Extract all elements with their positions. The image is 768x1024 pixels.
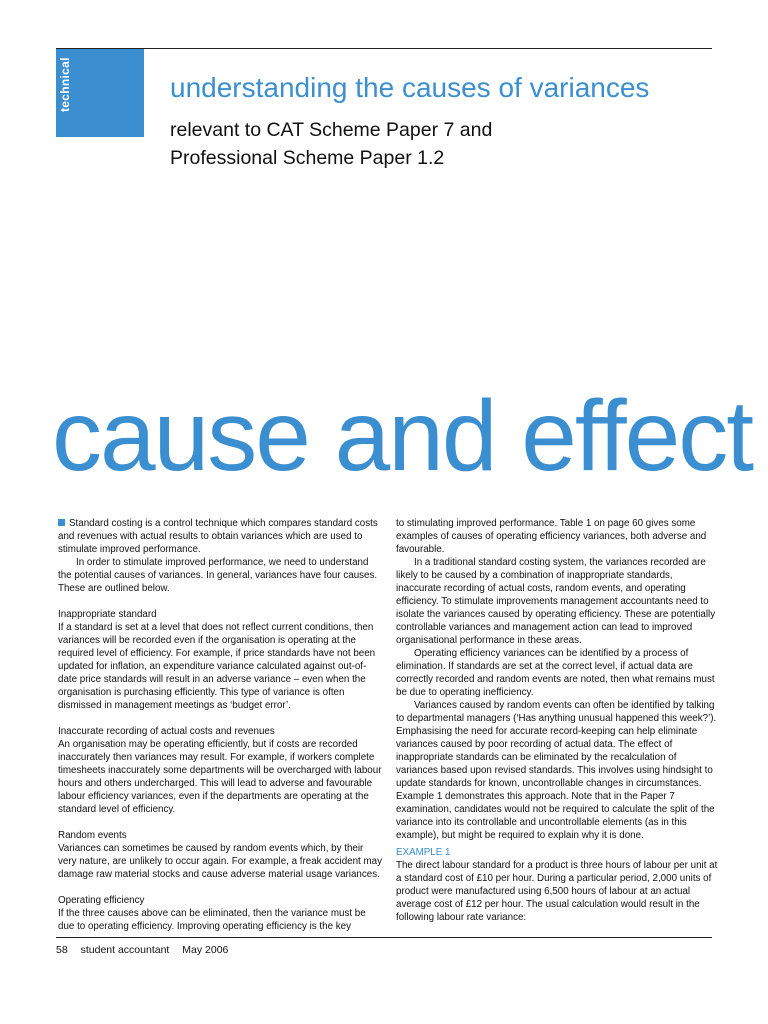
intro-paragraph xyxy=(58,517,382,556)
subtitle-line-2: Professional Scheme Paper 1.2 xyxy=(170,147,445,169)
bottom-rule xyxy=(56,937,712,938)
paragraph: Operating efficiency variances can be identified by a process of elimination. If standards are set at the correct level, if actual data are correctly recorded and random events are noted, then what remains must be due to operating inefficiency. xyxy=(396,648,715,698)
right-column xyxy=(396,517,720,924)
paragraph: Variances caused by random events can often be identified by talking to departmental managers (‘Has anything unusual happened this week?’). Emphasising the need for accurate record-keeping can help eliminate variances caused by poor recording of actual data. The effect of inappropriate standards can be eliminated by the recalculation of variances based upon revised standards. This involves using hindsight to update standards for known, uncontrollable changes in circumstances. Example 1 demonstrates this approach. Note that in the Paper 7 examination, candidates would not be required to calculate the split of the variance into its controllable and uncontrollable elements (as in this example), but might be required to explain why it is done. xyxy=(396,700,717,841)
section-tab-label: technical xyxy=(58,57,72,112)
paragraph: In a traditional standard costing system, the variances recorded are likely to be caused by a combination of inappropriate standards, inaccurate recording of actual costs, random events, and operating efficiency. To stimulate improvements management accountants need to isolate the variances caused by operating efficiency. These are potentially controllable variances and management action can lead to improved organisational performance in these areas. xyxy=(396,557,716,646)
example-heading: EXAMPLE 1 xyxy=(396,847,451,858)
section-heading: Operating efficiency xyxy=(58,895,145,906)
paragraph: If a standard is set at a level that does not reflect current conditions, then variances will be recorded even if the organisation is operating at the required level of efficiency. For example, if price standards have not been updated for inflation, an expenditure variance calculated against out-of-date price standards will result in an adverse variance – even when the organisation is purchasing efficiently. This type of variance is often dismissed in management meetings as ‘budget error’. xyxy=(58,622,376,711)
paragraph: If the three causes above can be eliminated, then the variance must be due to operating efficiency. Improving operating efficiency is the key xyxy=(58,908,366,932)
article-subtitle xyxy=(170,116,650,172)
subtitle-line-1: relevant to CAT Scheme Paper 7 and xyxy=(170,119,493,141)
section-heading: Inappropriate standard xyxy=(58,609,157,620)
example-paragraph: The direct labour standard for a product is three hours of labour per unit at a standard cost of £10 per hour. During a particular period, 2,000 units of product were manufactured using 6,500 hours of labour at an actual average cost of £12 per hour. The usual calculation would result in the following labour rate variance: xyxy=(396,860,718,923)
square-bullet-icon xyxy=(58,519,65,526)
section-heading: Random events xyxy=(58,830,127,841)
issue-date: May 2006 xyxy=(182,944,229,956)
top-rule xyxy=(56,48,712,49)
paragraph: An organisation may be operating efficiently, but if costs are recorded inaccurately then variances may result. For example, if workers complete timesheets inaccurately some departments will be overcharged with labour hours and others undercharged. This will lead to adverse and favourable labour efficiency variances, even if the departments are operating at the standard level of efficiency. xyxy=(58,739,382,815)
paragraph: In order to stimulate improved performance, we need to understand the potential causes of variances. In general, variances have four causes. These are outlined below. xyxy=(58,557,378,594)
left-column xyxy=(58,517,382,933)
hero-title: cause and effect xyxy=(52,380,753,492)
page-footer xyxy=(56,944,238,956)
section-heading: Inaccurate recording of actual costs and revenues xyxy=(58,726,275,737)
publication-name: student accountant xyxy=(80,944,170,956)
article-title: understanding the causes of variances xyxy=(170,72,650,103)
paragraph: to stimulating improved performance. Table 1 on page 60 gives some examples of causes of operating efficiency variances, both adverse and favourable. xyxy=(396,518,707,555)
page-number: 58 xyxy=(56,944,68,956)
paragraph: Variances can sometimes be caused by random events which, by their very nature, are unlikely to occur again. For example, a freak accident may damage raw material stocks and cause adverse material usage variances. xyxy=(58,843,382,880)
intro-text: Standard costing is a control technique which compares standard costs and revenues with actual results to obtain variances which are used to stimulate improved performance. xyxy=(58,518,378,555)
